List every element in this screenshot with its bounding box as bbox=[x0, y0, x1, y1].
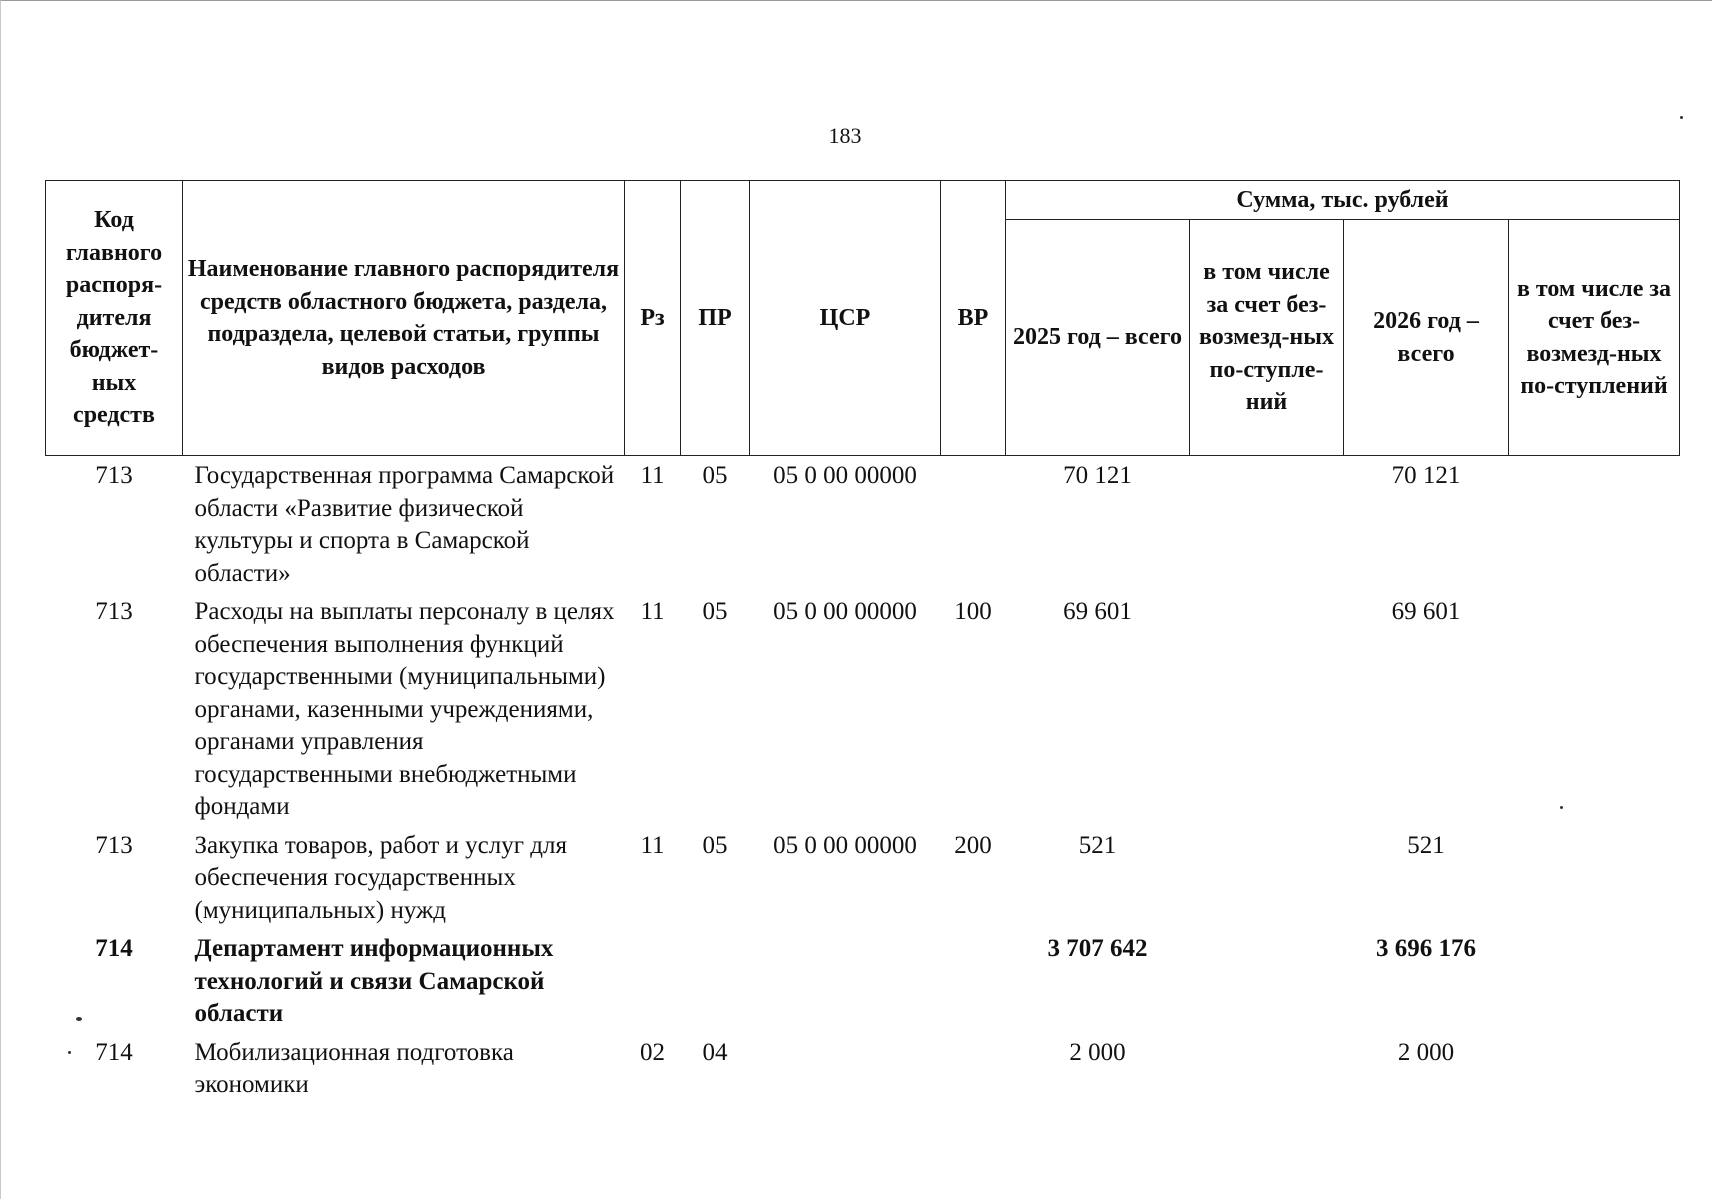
cell-2025-total: 70 121 bbox=[1063, 462, 1132, 489]
cell-name: Расходы на выплаты персоналу в целях обеспечения выполнения функций государственными (муниципальными) органами, казенными учреждениями, органами управления государственными внебюджетными фондами bbox=[194, 598, 615, 820]
cell-2025-free bbox=[1190, 1031, 1344, 1102]
cell-rz: 02 bbox=[640, 1038, 665, 1066]
cell-pr: 04 bbox=[702, 1038, 728, 1066]
table-row bbox=[46, 824, 1680, 928]
cell-2025-free bbox=[1190, 824, 1344, 928]
table-row bbox=[46, 590, 1680, 824]
cell-2026-total: 3 696 176 bbox=[1376, 935, 1476, 962]
cell-pr: 05 bbox=[702, 598, 728, 625]
budget-table bbox=[45, 180, 1680, 1102]
table-header bbox=[46, 181, 1680, 456]
table-row bbox=[46, 1031, 1680, 1102]
cell-code: 713 bbox=[95, 831, 133, 859]
header-code: Код главного распоря-дителя бюджет-ных средств bbox=[46, 181, 183, 456]
cell-vr: 100 bbox=[954, 598, 992, 625]
cell-2026-total: 521 bbox=[1407, 831, 1445, 859]
table-row bbox=[46, 456, 1680, 591]
page-number: 183 bbox=[828, 123, 862, 148]
cell-name: Государственная программа Самарской области «Развитие физической культуры и спорта в Самарской области» bbox=[194, 462, 615, 587]
cell-csr: 05 0 00 00000 bbox=[773, 462, 917, 489]
cell-rz: 11 bbox=[640, 598, 665, 625]
cell-2026-free bbox=[1509, 1031, 1680, 1102]
cell-name: Департамент информационных технологий и связи Самарской области bbox=[194, 935, 554, 1027]
cell-rz bbox=[625, 927, 681, 1031]
cell-vr: 200 bbox=[954, 831, 992, 859]
cell-2026-free bbox=[1509, 927, 1680, 1031]
cell-vr bbox=[941, 456, 1006, 591]
table-body bbox=[46, 456, 1680, 1102]
cell-pr: 05 bbox=[702, 462, 728, 489]
header-vr: ВР bbox=[941, 181, 1006, 456]
cell-pr bbox=[681, 927, 750, 1031]
cell-name: Мобилизационная подготовка экономики bbox=[194, 1038, 514, 1098]
cell-2026-total: 69 601 bbox=[1391, 598, 1461, 625]
cell-code: 713 bbox=[95, 598, 133, 625]
cell-vr bbox=[941, 1031, 1006, 1102]
cell-csr bbox=[750, 1031, 941, 1102]
cell-code: 713 bbox=[95, 462, 133, 489]
header-csr: ЦСР bbox=[750, 181, 941, 456]
cell-2025-free bbox=[1190, 456, 1344, 591]
cell-2025-total: 521 bbox=[1078, 831, 1117, 859]
cell-csr: 05 0 00 00000 bbox=[773, 598, 917, 625]
scan-speck bbox=[68, 1051, 71, 1054]
cell-2026-free bbox=[1509, 456, 1680, 591]
cell-2026-total: 2 000 bbox=[1397, 1038, 1455, 1066]
header-sum: Сумма, тыс. рублей bbox=[1006, 181, 1680, 220]
header-pr: ПР bbox=[681, 181, 750, 456]
cell-2025-free bbox=[1190, 927, 1344, 1031]
scan-speck bbox=[1560, 806, 1563, 809]
cell-csr: 05 0 00 00000 bbox=[773, 831, 917, 859]
cell-2026-free bbox=[1509, 824, 1680, 928]
header-2026-free: в том числе за счет без-возмезд-ных по-ступлений bbox=[1509, 220, 1680, 456]
scan-speck bbox=[1680, 116, 1683, 119]
table-row-department bbox=[46, 927, 1680, 1031]
cell-code: 714 bbox=[95, 935, 133, 962]
header-rz: Рз bbox=[625, 181, 681, 456]
cell-pr: 05 bbox=[702, 831, 728, 859]
cell-2025-total: 2 000 bbox=[1069, 1038, 1126, 1066]
header-2026-total: 2026 год – всего bbox=[1344, 220, 1509, 456]
cell-2025-total: 3 707 642 bbox=[1047, 935, 1148, 962]
cell-2025-free bbox=[1190, 590, 1344, 824]
cell-2026-free bbox=[1509, 590, 1680, 824]
cell-vr bbox=[941, 927, 1006, 1031]
cell-rz: 11 bbox=[640, 831, 665, 859]
header-name: Наименование главного распорядителя средств областного бюджета, раздела, подраздела, целевой статьи, группы видов расходов bbox=[183, 181, 625, 456]
header-2025-total: 2025 год – всего bbox=[1006, 220, 1190, 456]
cell-2026-total: 70 121 bbox=[1391, 462, 1461, 489]
cell-name: Закупка товаров, работ и услуг для обеспечения государственных (муниципальных) нужд bbox=[194, 831, 567, 924]
cell-code: 714 bbox=[95, 1038, 133, 1066]
header-2025-free: в том числе за счет без-возмезд-ных по-ступле-ний bbox=[1190, 220, 1344, 456]
scan-speck bbox=[76, 1017, 82, 1021]
cell-2025-total: 69 601 bbox=[1063, 598, 1132, 625]
cell-rz: 11 bbox=[640, 462, 665, 489]
cell-csr bbox=[750, 927, 941, 1031]
